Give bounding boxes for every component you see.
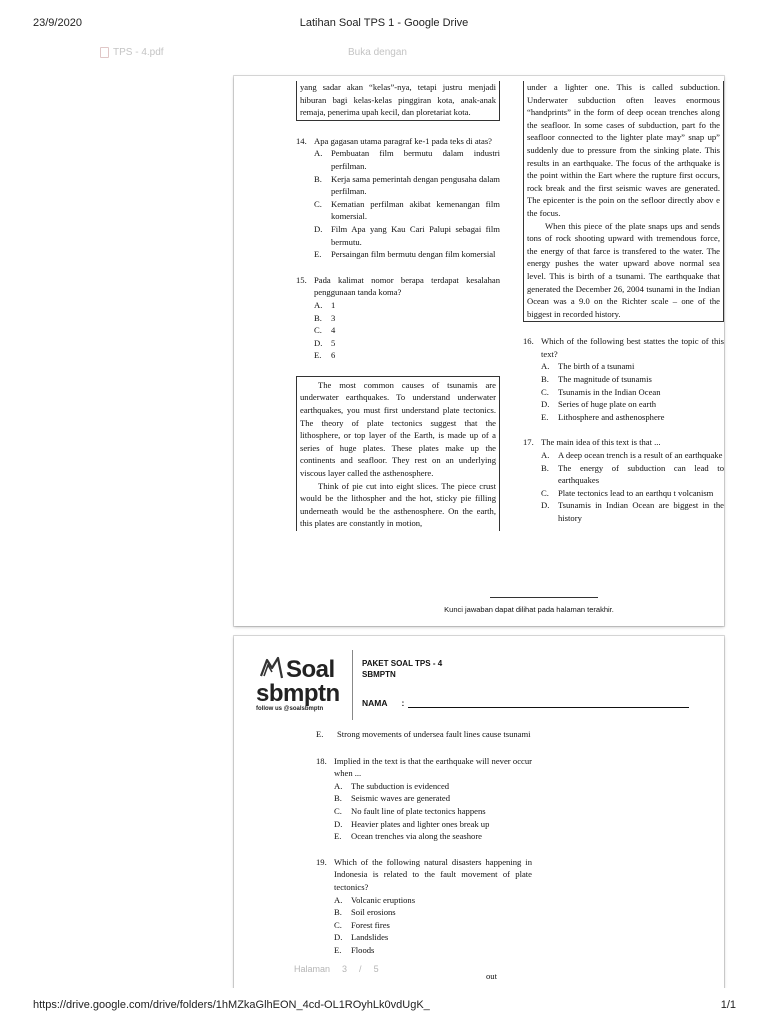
option-letter: E.: [314, 350, 322, 361]
question-17: [523, 436, 724, 449]
option-text: Ocean trenches via along the seashore: [351, 831, 482, 842]
option-text: The subduction is evidenced: [351, 780, 450, 791]
option-text: Landslides: [351, 932, 389, 943]
option-letter: B.: [314, 312, 322, 323]
option-letter: A.: [314, 299, 323, 310]
option-text: The birth of a tsunami: [558, 361, 635, 372]
option-item: [314, 248, 500, 261]
option-text: Kerja sama pemerintah dengan pengusaha dalam perfilman.: [331, 173, 500, 197]
option-item: [314, 198, 500, 223]
option-text: 5: [331, 337, 336, 348]
option-letter: B.: [314, 173, 322, 184]
question-text: Implied in the text is that the earthquake will never occur when ...: [334, 755, 532, 779]
option-text: 3: [331, 312, 336, 323]
pdf-page: [234, 76, 724, 626]
options-list: [334, 894, 532, 957]
passage-paragraph: under a lighter one. This is called subduction. Underwater subduction often leaves enormous “handprints” in the form of deep ocean trenches along the seafloor. In some cases of subduction, part fo the seafloor connected to the lighter plate may” snap up” suddenly due to pressure from the sinking plate. This results in an earthquake. The focus of the arthquake is the point within the Eart where the rupture first occurs, rock break and the first seismic waves are generated. The epicenter is the poin on the sefloor directly abov e the focus.: [527, 82, 720, 218]
open-with-button[interactable]: Buka dengan: [348, 47, 407, 58]
option-text: Persaingan film bermutu dengan film komersial: [331, 249, 496, 260]
option-item: [314, 324, 500, 337]
option-item: [541, 462, 724, 487]
option-letter: D.: [334, 818, 343, 829]
option-letter: A.: [334, 780, 343, 791]
soal-sbmptn-logo: [256, 654, 366, 716]
options-list: [314, 147, 500, 260]
option-letter: C.: [314, 325, 322, 336]
option-item: [314, 312, 500, 325]
page-total: 5: [373, 964, 379, 974]
options-list: [314, 299, 500, 362]
question-number: 15.: [296, 274, 307, 285]
page-indicator-label: Halaman: [294, 964, 331, 974]
question-text: Apa gagasan utama paragraf ke-1 pada teks di atas?: [314, 135, 492, 146]
option-item: [334, 931, 532, 944]
options-list: [334, 780, 532, 843]
logo-text-sbmptn: sbmptn: [256, 680, 340, 707]
option-text: Soil erosions: [351, 907, 396, 918]
option-text: Kematian perfilman akibat kemenangan film komersial.: [331, 198, 500, 222]
print-header: [0, 0, 768, 36]
option-item: [314, 349, 500, 362]
passage-paragraph: When this piece of the plate snaps ups and sends tons of rock shooting upward with tremendous force, the energy of that farce is transfered to the water. The energy pushes the water upward above normal sea level. This is birth of a tsunami. The earthquake that generated the December 26, 2004 tsunami in the Indian Ocean was a 9.0 on the Richter scale – one of the biggest in recorded history.: [527, 220, 720, 319]
option-item: [314, 173, 500, 198]
option-text: A deep ocean trench is a result of an earthquake: [558, 450, 723, 461]
option-item: [334, 919, 532, 932]
option-item: [541, 449, 724, 462]
option-item: [334, 894, 532, 907]
question-number: 14.: [296, 135, 307, 146]
option-item: [316, 728, 532, 741]
option-text: Film Apa yang Kau Cari Palupi sebagai film bermutu.: [331, 223, 500, 247]
option-text: Forest fires: [351, 919, 390, 930]
option-item: [541, 411, 724, 424]
nama-field: [362, 698, 689, 708]
paket-label: PAKET SOAL TPS - 4: [362, 659, 443, 668]
option-letter: C.: [541, 487, 549, 498]
option-item: [541, 499, 724, 524]
option-item: [314, 299, 500, 312]
nama-label: NAMA: [362, 698, 388, 708]
question-number: 16.: [523, 336, 534, 347]
option-item: [334, 906, 532, 919]
passage-box: [296, 376, 500, 531]
file-name-label: TPS - 4.pdf: [113, 47, 164, 58]
option-item: [334, 818, 532, 831]
option-text: Volcanic eruptions: [351, 894, 416, 905]
passage-text: yang sadar akan “kelas”-nya, tetapi justru menjadi hiburan bagi kelas-kelas pinggiran kota, anak-anak remaja, penerima upah kecil, dan ploretariat kota.: [300, 82, 496, 118]
option-item: [334, 944, 532, 957]
page-sep: /: [359, 964, 362, 974]
option-text: Series of huge plate on earth: [558, 399, 657, 410]
option-item: [314, 147, 500, 172]
option-text: Strong movements of undersea fault lines cause tsunami: [337, 729, 531, 739]
print-url: https://drive.google.com/drive/folders/1hMZkaGlhEON_4cd-OL1ROyhLk0vdUgK_: [33, 999, 430, 1011]
option-text: 4: [331, 325, 336, 336]
option-letter: C.: [541, 386, 549, 397]
print-footer: [0, 996, 768, 1024]
option-text: The magnitude of tsunamis: [558, 374, 652, 385]
option-letter: D.: [541, 399, 550, 410]
option-text: The energy of subduction can lead to earthquakes: [558, 462, 724, 486]
option-item: [541, 373, 724, 386]
logo-follow-text: follow us @soalsbmptn: [256, 706, 324, 712]
option-letter: D.: [314, 223, 323, 234]
page2-column: [316, 728, 532, 957]
option-item: [334, 830, 532, 843]
file-name[interactable]: [100, 47, 164, 58]
passage-paragraph: The most common causes of tsunamis are underwater earthquakes. To understand underwater earthquakes, you must first understand plate tectonics. The theory of plate tectonics suggest that the lithosphere, or top layer of the Earth, is made up of a series of huge plates. These plates make up the continents and seafloor. They rest on an underlying viscous layer called the asthenosphere.: [300, 379, 496, 479]
option-letter: D.: [314, 337, 323, 348]
option-text: Heavier plates and lighter ones break up: [351, 818, 490, 829]
option-text: Lithosphere and asthenosphere: [558, 411, 665, 422]
options-list: [541, 360, 724, 423]
divider: [490, 597, 598, 598]
nama-blank-line: [408, 699, 689, 708]
viewer-toolbar: [32, 36, 736, 72]
option-text: Pembuatan film bermutu dalam industri perfilman.: [331, 148, 500, 171]
option-letter: C.: [334, 919, 342, 930]
option-item: [541, 386, 724, 399]
option-item: [334, 792, 532, 805]
option-letter: E.: [541, 411, 549, 422]
option-letter: E.: [316, 729, 324, 739]
option-text: 6: [331, 350, 336, 361]
option-letter: C.: [314, 198, 322, 209]
question-text: Pada kalimat nomor berapa terdapat kesalahan penggunaan tanda koma?: [314, 274, 500, 298]
question-text: The main idea of this text is that ...: [541, 437, 661, 448]
print-title: Latihan Soal TPS 1 - Google Drive: [299, 17, 469, 29]
paket-title: [362, 658, 442, 680]
option-item: [334, 780, 532, 793]
option-text: Tsunamis in Indian Ocean are biggest in the history: [558, 500, 724, 523]
logo-text-soal: Soal: [286, 656, 335, 683]
question-18: [316, 755, 532, 780]
option-letter: A.: [541, 361, 550, 372]
option-item: [314, 223, 500, 248]
option-letter: E.: [314, 249, 322, 260]
options-list: [541, 449, 724, 525]
right-column: [523, 81, 724, 525]
option-letter: E.: [334, 831, 342, 842]
option-letter: E.: [334, 944, 342, 955]
option-letter: B.: [541, 462, 549, 473]
pdf-file-icon: [100, 47, 109, 58]
option-letter: C.: [334, 805, 342, 816]
question-14: [296, 135, 500, 148]
option-item: [334, 805, 532, 818]
option-letter: A.: [541, 450, 550, 461]
option-text: 1: [331, 299, 336, 310]
sbmptn-label: SBMPTN: [362, 670, 396, 679]
passage-paragraph: Think of pie cut into eight slices. The piece crust would be the lithospher and the hot, sticky pie filling underneath would be the asthenosphere. On the earth, this plates are constantly in motion,: [300, 480, 496, 529]
question-number: 17.: [523, 437, 534, 448]
left-column: [296, 81, 500, 531]
option-letter: D.: [334, 932, 343, 943]
option-letter: B.: [334, 793, 342, 804]
logo-mark-icon: [258, 656, 284, 680]
passage-box: [523, 81, 724, 322]
option-text: Floods: [351, 944, 375, 955]
question-19: [316, 856, 532, 894]
question-15: [296, 274, 500, 299]
question-number: 18.: [316, 755, 327, 766]
passage-box: [296, 81, 500, 121]
options-list: [316, 728, 532, 741]
question-text: Which of the following natural disasters happening in Indonesia is related to the fault movement of plate tectonics?: [334, 856, 532, 892]
option-item: [541, 487, 724, 500]
option-letter: A.: [334, 894, 343, 905]
pdf-page: [234, 636, 724, 988]
option-letter: B.: [541, 374, 549, 385]
cut-off-text: out: [486, 971, 497, 981]
print-page-count: 1/1: [720, 999, 736, 1011]
question-16: [523, 335, 724, 360]
pdf-viewer: [32, 36, 736, 988]
option-text: Tsunamis in the Indian Ocean: [558, 386, 661, 397]
header-divider: [352, 650, 353, 720]
option-text: Seismic waves are generated: [351, 793, 451, 804]
question-number: 19.: [316, 856, 327, 867]
question-text: Which of the following best stattes the topic of this text?: [541, 336, 724, 359]
option-item: [541, 360, 724, 373]
option-text: No fault line of plate tectonics happens: [351, 805, 486, 816]
option-item: [541, 398, 724, 411]
page-indicator: [294, 964, 379, 974]
answer-key-note: Kunci jawaban dapat dilihat pada halaman terakhir.: [444, 605, 614, 614]
option-letter: A.: [314, 148, 323, 159]
option-letter: B.: [334, 907, 342, 918]
page-current: 3: [342, 964, 348, 974]
nama-colon: :: [401, 698, 405, 708]
option-text: Plate tectonics lead to an earthqu t volcanism: [558, 487, 714, 498]
option-letter: D.: [541, 500, 550, 511]
option-item: [314, 337, 500, 350]
print-date: 23/9/2020: [33, 17, 82, 29]
